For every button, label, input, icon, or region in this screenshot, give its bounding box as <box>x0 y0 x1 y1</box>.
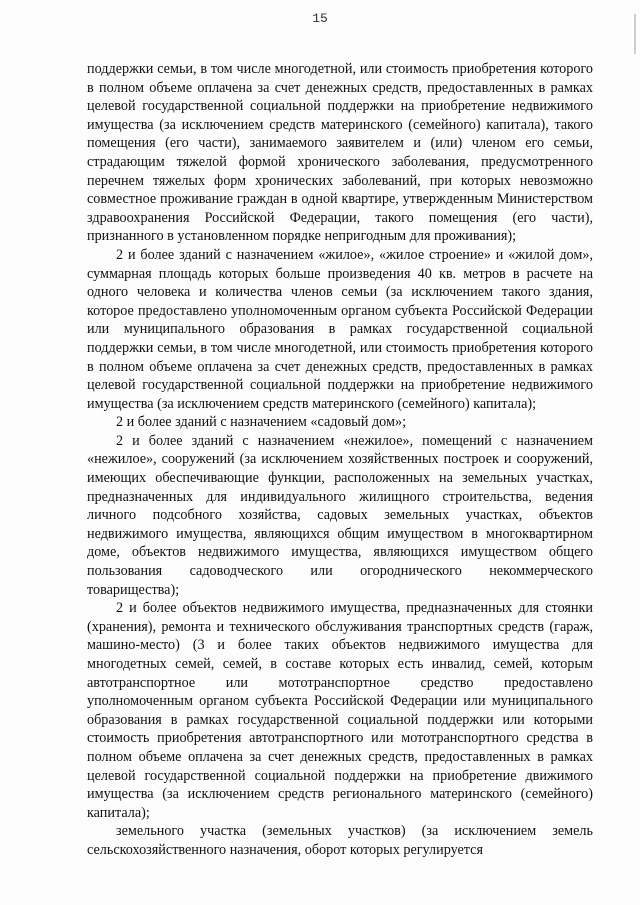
paragraph-non-residential: 2 и более зданий с назначением «нежилое», помещений с назначением «нежилое», сооружений (за исключением хозяйственных построек и сооружений, имеющих обеспечивающие функции, расположенных на земельных участках, предназначенных для индивидуального жилищного строительства, ведения личного подсобного хозяйства, садовых земельных участках, объектов недвижимого имущества, являющихся общим имуществом в многоквартирном доме, объектов недвижимого имущества, являющихся имуществом общего пользования садоводческого или огороднического некоммерческого товарищества); <box>87 432 593 598</box>
paragraph-garden-houses: 2 и более зданий с назначением «садовый дом»; <box>116 414 407 431</box>
page-number: 15 <box>312 11 328 26</box>
document-body <box>87 60 593 860</box>
paragraph-land-plots: земельного участка (земельных участков) (за исключением земель сельскохозяйственного назначения, оборот которых регулируется <box>87 823 593 858</box>
paragraph-garages: 2 и более объектов недвижимого имущества, предназначенных для стоянки (хранения), ремонта и технического обслуживания транспортных средств (гараж, машино-место) (3 и более таких объектов недвижимого имущества для многодетных семей, семей, в составе которых есть инвалид, семей, которым автотранспортное или мототранспортное средство предоставлено уполномоченным органом субъекта Российской Федерации или муниципального образования в рамках государственной социальной поддержки или которыми стоимость приобретения автотранспортного или мототранспортного средства в полном объеме оплачена за счет денежных средств, предоставленных в рамках целевой государственной социальной поддержки на приобретение движимого имущества (за исключением средств регионального материнского (семейного) капитала); <box>87 600 593 821</box>
paragraph-residential-buildings: 2 и более зданий с назначением «жилое», «жилое строение» и «жилой дом», суммарная площадь которых больше произведения 40 кв. метров в расчете на одного человека и количества членов семьи (за исключением такого здания, которое предоставлено уполномоченным органом субъекта Российской Федерации или муниципального образования в рамках государственной социальной поддержки семьи, в том числе многодетной, или стоимость приобретения которого в полном объеме оплачена за счет денежных средств, предоставленных в рамках целевой государственной социальной поддержки на приобретение недвижимого имущества (за исключением средств материнского (семейного) капитала); <box>87 246 593 412</box>
scan-edge-mark <box>634 14 636 54</box>
paragraph-continuation: поддержки семьи, в том числе многодетной, или стоимость приобретения которого в полном объеме оплачена за счет денежных средств, предоставленных в рамках целевой государственной социальной поддержки на приобретение недвижимого имущества (за исключением средств материнского (семейного) капитала), такого помещения (его части), занимаемого заявителем и (или) членом его семьи, страдающим тяжелой формой хронического заболевания, предусмотренного перечнем тяжелых форм хронических заболеваний, при которых невозможно совместное проживание граждан в одной квартире, утвержденным Министерством здравоохранения Российской Федерации, такого помещения (его части), признанного в установленном порядке непригодным для проживания); <box>87 61 593 245</box>
